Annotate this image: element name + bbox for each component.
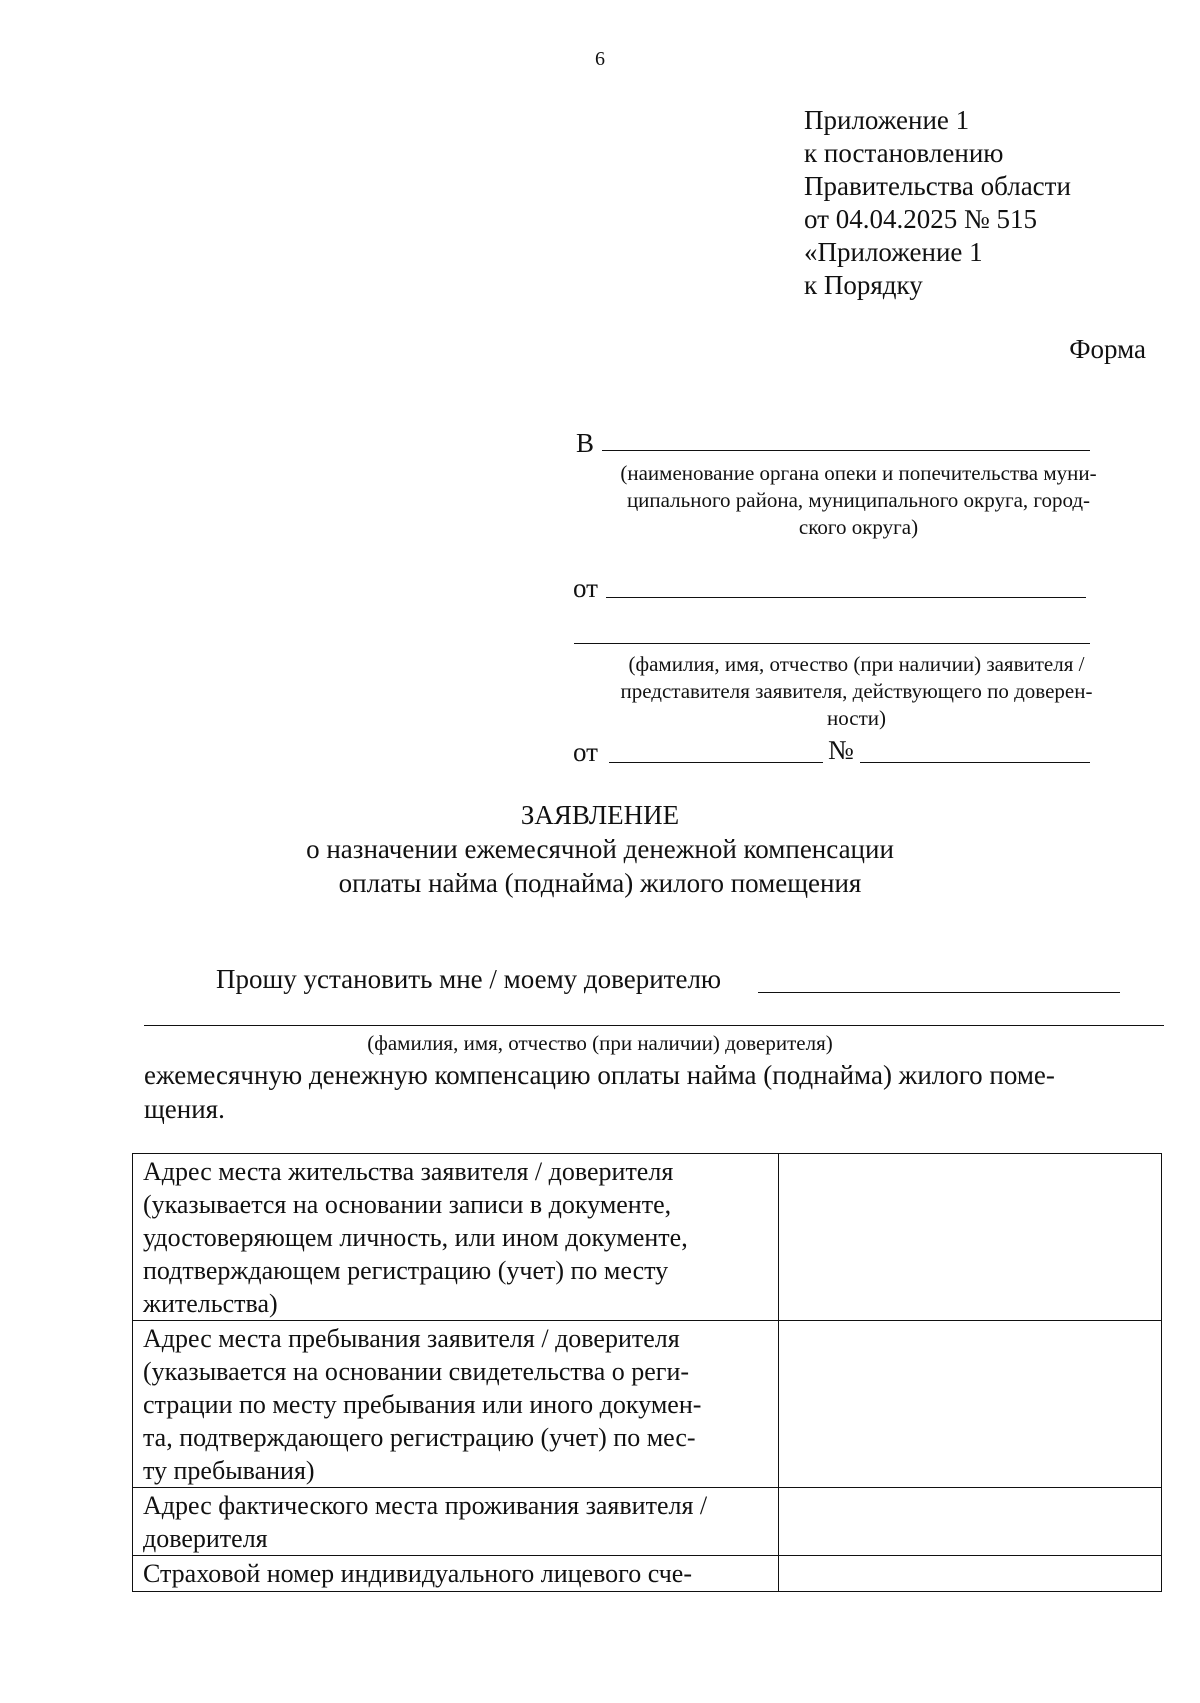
label-line: (указывается на основании свидетельства о реги- xyxy=(143,1357,690,1386)
label-line: доверителя xyxy=(143,1524,268,1553)
label-line: (указывается на основании записи в документе, xyxy=(143,1190,672,1219)
appendix-line: Приложение 1 xyxy=(804,105,970,135)
page-number: 6 xyxy=(595,48,605,70)
address-table xyxy=(132,1153,1162,1592)
title-subtitle-line: оплаты найма (поднайма) жилого помещения xyxy=(338,868,862,898)
caption-line: ности) xyxy=(827,706,886,730)
appendix-line: к постановлению xyxy=(804,138,1004,168)
label-line: Адрес места жительства заявителя / доверителя xyxy=(143,1157,674,1186)
snils-value[interactable] xyxy=(779,1556,1162,1592)
label-line: жительства) xyxy=(143,1289,278,1318)
table-row-label xyxy=(133,1321,779,1488)
recipient-to-field[interactable] xyxy=(602,450,1090,451)
document-date-prefix: от xyxy=(573,737,598,767)
principal-caption: (фамилия, имя, отчество (при наличии) доверителя) xyxy=(367,1031,833,1055)
actual-address-value[interactable] xyxy=(779,1488,1162,1556)
document-date-field[interactable] xyxy=(609,762,823,763)
table-row-label xyxy=(133,1488,779,1556)
appendix-header xyxy=(804,104,1071,302)
appendix-line: «Приложение 1 xyxy=(804,237,983,267)
label-line: страции по месту пребывания или иного докумен- xyxy=(143,1390,702,1419)
applicant-name-field-2[interactable] xyxy=(574,643,1090,644)
appendix-line: Правительства области xyxy=(804,171,1071,201)
label-line: удостоверяющем личность, или ином документе, xyxy=(143,1223,688,1252)
title-subtitle-line: о назначении ежемесячной денежной компенсации xyxy=(306,834,894,864)
table-row xyxy=(133,1154,1162,1321)
label-line: Адрес фактического места проживания заявителя / xyxy=(143,1491,708,1520)
principal-name-field-2[interactable] xyxy=(144,1025,1164,1026)
title-heading: ЗАЯВЛЕНИЕ xyxy=(520,800,680,830)
document-title xyxy=(0,798,1200,900)
appendix-line: к Порядку xyxy=(804,270,923,300)
document-number-field[interactable] xyxy=(860,762,1090,763)
caption-line: (наименование органа опеки и попечительства муни- xyxy=(620,461,1097,485)
number-sign: № xyxy=(828,735,854,765)
label-line: Адрес места пребывания заявителя / доверителя xyxy=(143,1324,680,1353)
caption-line: представителя заявителя, действующего по доверен- xyxy=(620,679,1093,703)
table-row xyxy=(133,1321,1162,1488)
applicant-from-prefix: от xyxy=(573,573,598,603)
request-continuation xyxy=(144,1058,1164,1126)
appendix-line: от 04.04.2025 № 515 xyxy=(804,204,1037,234)
recipient-to-prefix: В xyxy=(576,428,595,458)
label-line: Страховой номер индивидуального лицевого сче- xyxy=(143,1559,692,1588)
form-label: Форма xyxy=(1069,334,1146,364)
table-row xyxy=(133,1488,1162,1556)
stay-address-value[interactable] xyxy=(779,1321,1162,1488)
applicant-name-field[interactable] xyxy=(606,597,1086,598)
table-row xyxy=(133,1556,1162,1592)
label-line: ту пребывания) xyxy=(143,1456,315,1485)
caption-line: ского округа) xyxy=(798,515,919,539)
caption-line: ципального района, муниципального округа, город- xyxy=(626,488,1091,512)
applicant-caption xyxy=(574,651,1139,732)
request-line: ежемесячную денежную компенсацию оплаты найма (поднайма) жилого поме- xyxy=(144,1060,1055,1090)
recipient-to-caption xyxy=(576,460,1141,541)
label-line: подтверждающем регистрацию (учет) по месту xyxy=(143,1256,669,1285)
table-row-label xyxy=(133,1556,779,1592)
caption-line: (фамилия, имя, отчество (при наличии) заявителя / xyxy=(628,652,1085,676)
request-line: щения. xyxy=(144,1094,225,1124)
request-intro: Прошу установить мне / моему доверителю xyxy=(216,964,722,994)
residence-address-value[interactable] xyxy=(779,1154,1162,1321)
table-row-label xyxy=(133,1154,779,1321)
principal-name-field[interactable] xyxy=(758,992,1120,993)
label-line: та, подтверждающего регистрацию (учет) по мес- xyxy=(143,1423,696,1452)
